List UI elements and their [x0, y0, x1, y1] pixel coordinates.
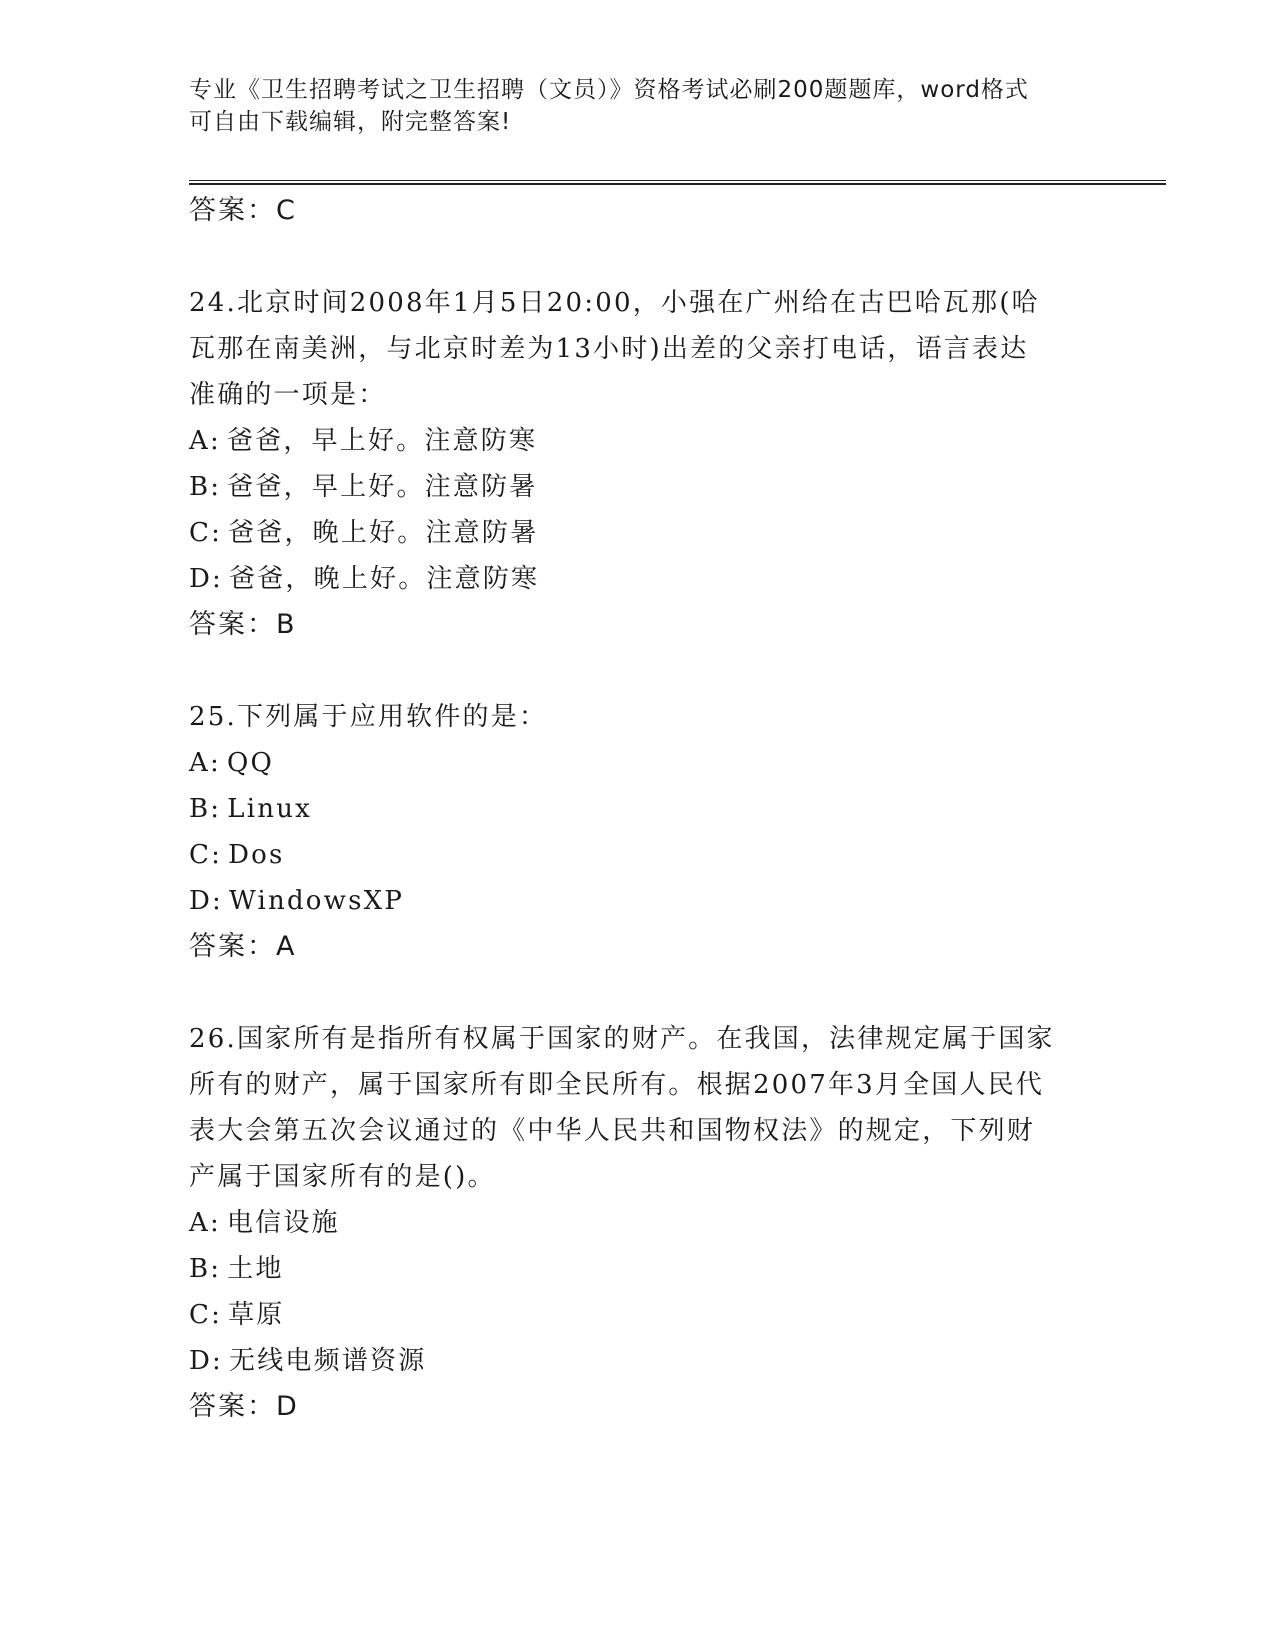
answer-label: 答案： — [189, 195, 276, 226]
answer-value: A — [276, 931, 295, 962]
header-line-1: 专业《卫生招聘考试之卫生招聘（文员）》资格考试必刷200题题库，word格式 — [189, 77, 1029, 103]
header-line-2: 可自由下载编辑，附完整答案! — [189, 109, 512, 135]
option-text: 草原 — [228, 1300, 285, 1330]
option-text: 电信设施 — [226, 1208, 340, 1238]
answer-label: 答案： — [189, 609, 276, 640]
option-text: Linux — [227, 794, 313, 824]
option-b — [189, 464, 1089, 510]
option-letter: A: — [189, 748, 221, 778]
document-body — [189, 188, 1089, 1430]
answer-label: 答案： — [189, 1391, 276, 1422]
option-letter: B: — [189, 1254, 222, 1284]
option-letter: C: — [189, 840, 223, 870]
option-d — [189, 1338, 1089, 1384]
option-a — [189, 740, 1089, 786]
option-a — [189, 1200, 1089, 1246]
option-letter: B: — [189, 472, 222, 502]
question-line: 25.下列属于应用软件的是： — [189, 702, 548, 732]
option-text: QQ — [226, 748, 274, 778]
question-line: 24.北京时间2008年1月5日20:00，小强在广州给在古巴哈瓦那(哈 — [189, 288, 1040, 318]
answer-value: C — [276, 195, 295, 226]
answer — [189, 602, 1089, 648]
option-text: 爸爸，早上好。注意防寒 — [226, 426, 538, 456]
option-text: Dos — [228, 840, 285, 870]
question-text — [189, 1016, 1089, 1200]
option-letter: D: — [189, 564, 224, 594]
question-24 — [189, 280, 1089, 648]
option-b — [189, 786, 1089, 832]
option-a — [189, 418, 1089, 464]
answer — [189, 1384, 1089, 1430]
option-b — [189, 1246, 1089, 1292]
option-letter: A: — [189, 1208, 221, 1238]
header-divider — [189, 180, 1166, 185]
question-25 — [189, 694, 1089, 970]
question-line: 所有的财产，属于国家所有即全民所有。根据2007年3月全国人民代 — [189, 1070, 1045, 1100]
option-d — [189, 878, 1089, 924]
option-text: WindowsXP — [229, 886, 405, 916]
question-text — [189, 280, 1089, 418]
option-letter: B: — [189, 794, 222, 824]
option-letter: D: — [189, 1346, 224, 1376]
option-letter: A: — [189, 426, 221, 456]
question-26 — [189, 1016, 1089, 1430]
answer-value: D — [276, 1391, 297, 1422]
previous-answer — [189, 188, 1089, 234]
question-line: 准确的一项是： — [189, 380, 387, 410]
option-c — [189, 832, 1089, 878]
option-text: 土地 — [227, 1254, 284, 1284]
page-header — [189, 74, 1089, 138]
question-line: 26.国家所有是指所有权属于国家的财产。在我国，法律规定属于国家 — [189, 1024, 1055, 1054]
option-letter: D: — [189, 886, 224, 916]
option-text: 爸爸，晚上好。注意防寒 — [229, 564, 540, 594]
option-text: 无线电频谱资源 — [229, 1346, 427, 1376]
option-letter: C: — [189, 1300, 223, 1330]
question-text — [189, 694, 1089, 740]
answer-value: B — [276, 609, 295, 640]
answer-label: 答案： — [189, 931, 276, 962]
option-text: 爸爸，早上好。注意防暑 — [227, 472, 538, 502]
option-c — [189, 510, 1089, 556]
option-c — [189, 1292, 1089, 1338]
option-letter: C: — [189, 518, 223, 548]
question-line: 表大会第五次会议通过的《中华人民共和国物权法》的规定，下列财 — [189, 1116, 1036, 1146]
question-line: 产属于国家所有的是()。 — [189, 1162, 496, 1192]
question-line: 瓦那在南美洲，与北京时差为13小时)出差的父亲打电话，语言表达 — [189, 334, 1029, 364]
answer — [189, 924, 1089, 970]
option-text: 爸爸，晚上好。注意防暑 — [228, 518, 539, 548]
option-d — [189, 556, 1089, 602]
